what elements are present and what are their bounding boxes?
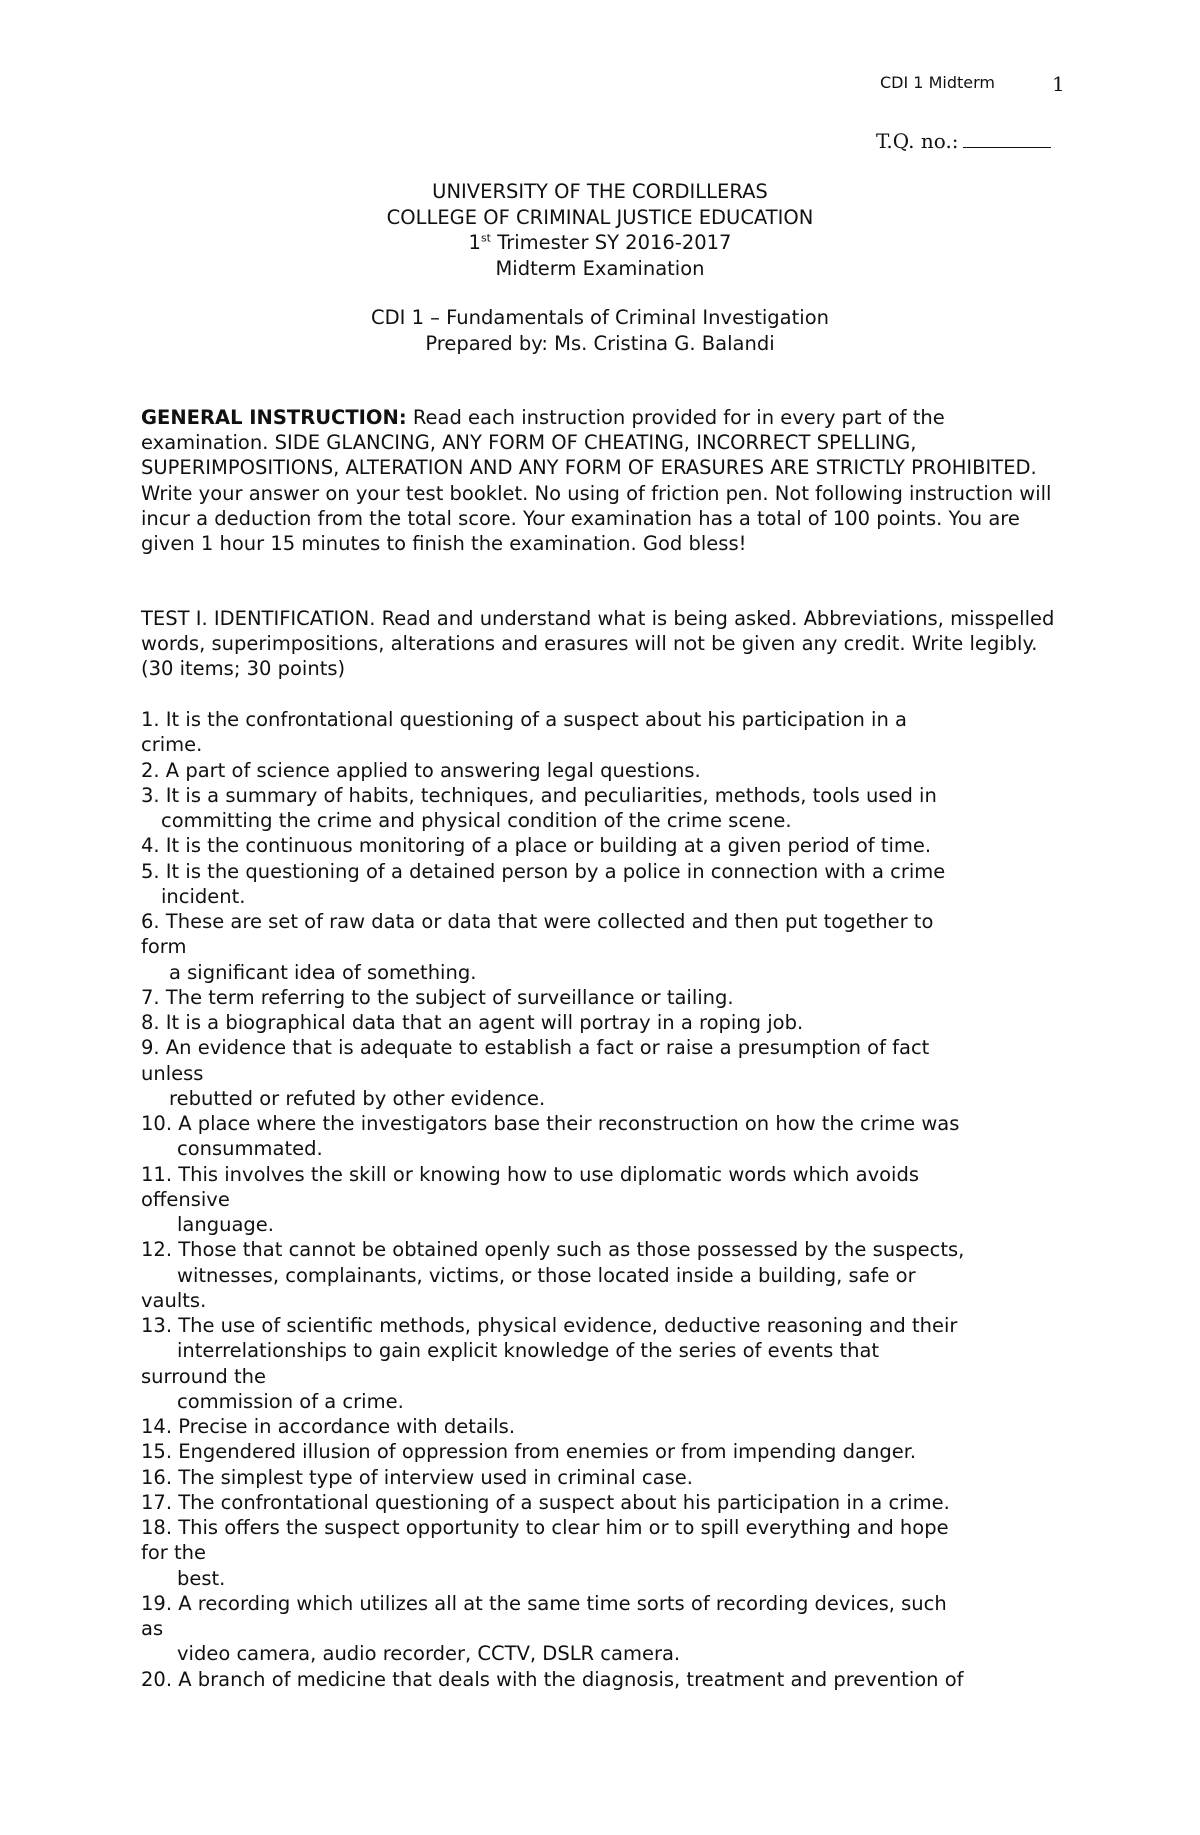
question-line: commission of a crime. <box>177 1389 404 1413</box>
question-line: vaults. <box>141 1288 207 1312</box>
question-line: 17. The confrontational questioning of a suspect about his participation in a crime. <box>141 1490 950 1514</box>
question-line: 8. It is a biographical data that an agent will portray in a roping job. <box>141 1011 804 1034</box>
question-line: 7. The term referring to the subject of surveillance or tailing. <box>141 985 734 1009</box>
question-line: witnesses, complainants, victims, or those located inside a building, safe or <box>177 1263 916 1287</box>
question-line: 5. It is the questioning of a detained person by a police in connection with a crime <box>141 859 946 883</box>
question-line: 10. A place where the investigators base their reconstruction on how the crime was <box>141 1112 960 1135</box>
question-line: 14. Precise in accordance with details. <box>141 1415 516 1438</box>
question-line: for the <box>141 1541 207 1565</box>
question-line: 2. A part of science applied to answering legal questions. <box>141 758 701 782</box>
question-line: 4. It is the continuous monitoring of a place or building at a given period of time. <box>141 834 932 858</box>
page-number: 1 <box>1052 72 1065 96</box>
general-instruction-text: Read each instruction provided for in every part of the examination. SIDE GLANCING, ANY FORM OF CHEATING, INCORRECT SPELLING, SUPERIMPOSITIONS, ALTERATION AND ANY FORM OF ERASURES ARE STRICTLY PROHIBITED. Write your answer on your test booklet. No using of friction pen. Not following instruction will incur a deduction from the total score. Your examination has a total of 100 points. You are given 1 hour 15 minutes to finish the examination. God bless! <box>141 406 1052 556</box>
trimester-number: 1 <box>468 231 481 254</box>
question-line: committing the crime and physical condition of the crime scene. <box>161 809 792 832</box>
title-block <box>0 179 1200 281</box>
question-list <box>141 707 1071 1692</box>
trimester-line <box>0 230 1200 256</box>
tq-blank-line <box>963 131 1051 148</box>
college-name: COLLEGE OF CRIMINAL JUSTICE EDUCATION <box>386 205 814 229</box>
question-line: best. <box>177 1566 226 1590</box>
tq-label: T.Q. no.: <box>876 129 959 153</box>
question-line: 19. A recording which utilizes all at the same time sorts of recording devices, such <box>141 1591 947 1615</box>
general-instruction <box>141 405 1071 556</box>
question-line: interrelationships to gain explicit knowledge of the series of events that <box>177 1339 880 1363</box>
question-line: a significant idea of something. <box>169 960 477 984</box>
question-line: 1. It is the confrontational questioning of a suspect about his participation in a <box>141 708 907 731</box>
question-line: 20. A branch of medicine that deals with the diagnosis, treatment and prevention of <box>141 1667 964 1691</box>
question-line: crime. <box>141 733 203 757</box>
question-line: 15. Engendered illusion of oppression from enemies or from impending danger. <box>141 1440 917 1464</box>
question-line: offensive <box>141 1187 230 1211</box>
question-line: surround the <box>141 1364 267 1388</box>
question-line: 6. These are set of raw data or data that were collected and then put together to <box>141 910 934 933</box>
general-instruction-label: GENERAL INSTRUCTION: <box>141 406 407 429</box>
question-line: form <box>141 935 187 959</box>
question-line: 12. Those that cannot be obtained openly such as those possessed by the suspects, <box>141 1238 965 1262</box>
running-head: CDI 1 Midterm <box>880 73 995 92</box>
question-line: consummated. <box>177 1137 323 1161</box>
university-name: UNIVERSITY OF THE CORDILLERAS <box>432 180 768 203</box>
question-line: 16. The simplest type of interview used in criminal case. <box>141 1465 693 1489</box>
course-title: CDI 1 – Fundamentals of Criminal Investigation <box>371 306 829 329</box>
trimester-text: Trimester SY 2016-2017 <box>491 231 732 254</box>
question-line: as <box>141 1617 164 1640</box>
question-line: video camera, audio recorder, CCTV, DSLR camera. <box>177 1642 681 1666</box>
question-line: 9. An evidence that is adequate to establish a fact or raise a presumption of fact <box>141 1036 930 1060</box>
question-line: 3. It is a summary of habits, techniques, and peculiarities, methods, tools used in <box>141 783 937 807</box>
question-line: rebutted or refuted by other evidence. <box>169 1086 546 1110</box>
trimester-suffix: st <box>480 231 491 245</box>
question-line: 11. This involves the skill or knowing how to use diplomatic words which avoids <box>141 1162 919 1186</box>
course-block <box>0 305 1200 356</box>
question-line: 18. This offers the suspect opportunity to clear him or to spill everything and hope <box>141 1516 949 1539</box>
exam-title: Midterm Examination <box>495 256 705 280</box>
question-line: 13. The use of scientific methods, physical evidence, deductive reasoning and their <box>141 1314 958 1337</box>
question-line: incident. <box>161 884 246 908</box>
question-line: language. <box>177 1213 274 1236</box>
tq-number-field <box>876 129 1051 153</box>
prepared-by: Prepared by: Ms. Cristina G. Balandi <box>425 331 775 355</box>
test1-instruction: TEST I. IDENTIFICATION. Read and understand what is being asked. Abbreviations, misspelled words, superimpositions, alterations and erasures will not be given any credit. Write legibly. (30 items; 30 points) <box>141 607 1055 681</box>
question-line: unless <box>141 1061 204 1085</box>
